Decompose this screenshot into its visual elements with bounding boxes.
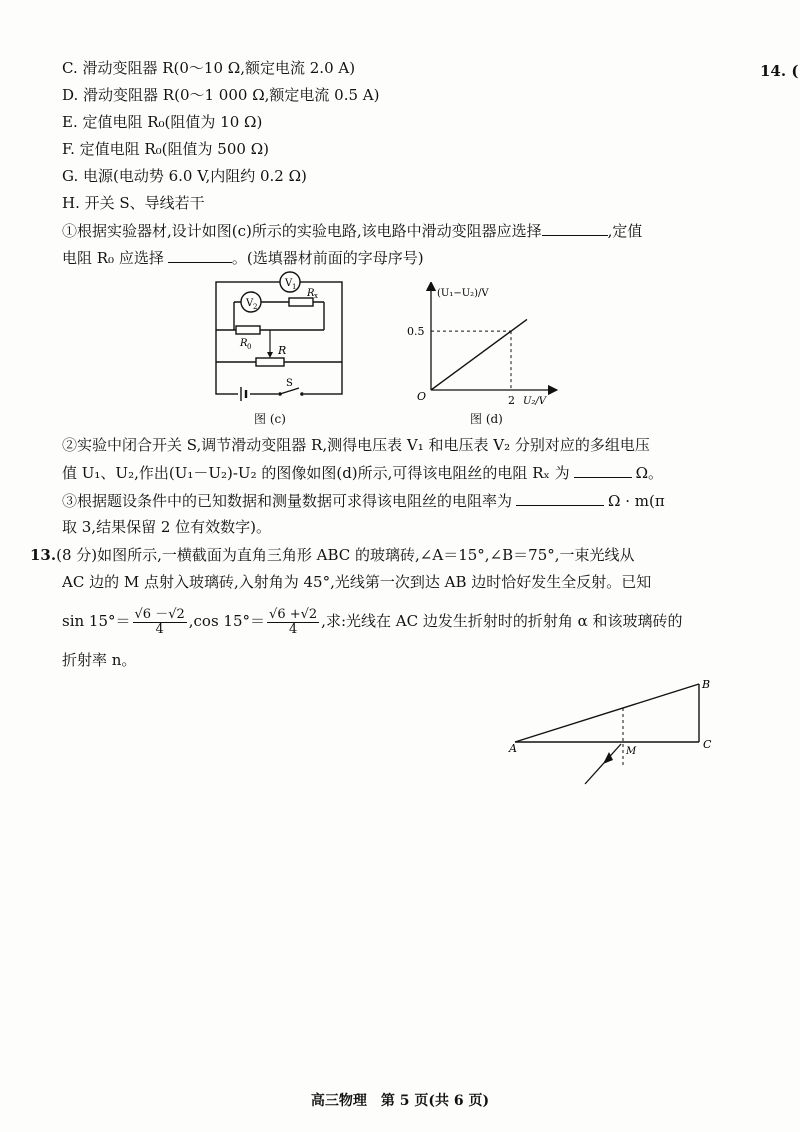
q13-text-l1: (8 分)如图所示,一横截面为直角三角形 ABC 的玻璃砖,∠A＝15°,∠B＝75°,一束光线从	[56, 546, 635, 564]
y-tick-label: 0.5	[407, 325, 425, 339]
resistor-rx-label: R	[307, 288, 315, 299]
q12-part1-text-b: ,定值	[607, 222, 643, 240]
q13-text-tail: ,求:光线在 AC 边发生折射时的折射角 α 和该玻璃砖的	[321, 612, 683, 630]
page-footer: 高三物理 第 5 页(共 6 页)	[310, 1093, 490, 1109]
q12-part1-line2	[62, 247, 424, 268]
q12-part1-line1	[62, 220, 642, 241]
answer-blank-resistivity[interactable]	[516, 490, 604, 506]
answer-blank-rheostat[interactable]	[542, 220, 608, 236]
q12-part3-line2: 取 3,结果保留 2 位有效数字)。	[62, 518, 272, 536]
vertex-a-label: A	[509, 742, 517, 755]
q12-part1-text-d: 。(选填器材前面的字母序号)	[231, 249, 424, 267]
triangle-abc-diagram	[505, 672, 725, 792]
resistor-r0-label: R	[240, 338, 248, 349]
option-g: G. 电源(电动势 6.0 V,内阻约 0.2 Ω)	[62, 167, 307, 185]
data-line	[431, 319, 527, 390]
x-tick-label: 2	[508, 394, 515, 407]
q12-part2-line1: ②实验中闭合开关 S,调节滑动变阻器 R,测得电压表 V₁ 和电压表 V₂ 分别对应的多组电压	[62, 436, 650, 454]
q12-part2-text-c: Ω。	[635, 464, 664, 482]
option-c: C. 滑动变阻器 R(0～10 Ω,额定电流 2.0 A)	[62, 59, 356, 77]
vertex-c-label: C	[703, 738, 712, 751]
cos-denominator: 4	[288, 621, 298, 637]
q13-line2: AC 边的 M 点射入玻璃砖,入射角为 45°,光线第一次到达 AB 边时恰好发生全反射。已知	[62, 573, 652, 591]
option-f: F. 定值电阻 R₀(阻值为 500 Ω)	[62, 140, 269, 158]
voltmeter-v1-sub: 1	[292, 283, 297, 291]
voltmeter-v2-sub: 2	[253, 303, 258, 311]
q13-cos-label: ,cos 15°＝	[188, 612, 266, 630]
voltmeter-v2-label: V	[246, 298, 254, 309]
sin-denominator: 4	[155, 621, 164, 637]
resistor-rx-sub: x	[314, 292, 318, 300]
q12-part1-text-a: ①根据实验器材,设计如图(c)所示的实验电路,该电路中滑动变阻器应选择	[62, 222, 542, 240]
option-d: D. 滑动变阻器 R(0～1 000 Ω,额定电流 0.5 A)	[62, 86, 380, 104]
resistor-r0-icon	[236, 326, 260, 334]
cos-fraction	[267, 608, 319, 637]
rheostat-icon	[256, 358, 284, 366]
q13-line1	[30, 545, 635, 565]
cos-numerator: √6 +√2	[269, 606, 318, 622]
resistor-r0-sub: 0	[247, 343, 252, 351]
q12-part3-line1	[62, 490, 665, 511]
figure-c-caption: 图 (c)	[254, 412, 286, 426]
circuit-diagram	[206, 270, 356, 415]
answer-blank-rx[interactable]	[574, 462, 632, 478]
sin-fraction	[133, 608, 187, 637]
figure-d-caption: 图 (d)	[470, 412, 503, 426]
x-axis-label: U₂/V	[523, 396, 547, 407]
side-ab	[515, 684, 699, 742]
option-h: H. 开关 S、导线若干	[62, 194, 205, 212]
q12-part3-text-a: ③根据题设条件中的已知数据和测量数据可求得该电阻丝的电阻率为	[62, 492, 513, 510]
origin-label: O	[417, 390, 427, 403]
rheostat-label: R	[278, 344, 287, 357]
q13-line3	[62, 604, 683, 638]
sin-numerator: √6 －√2	[134, 606, 185, 622]
q13-line4: 折射率 n。	[62, 651, 137, 669]
q13-sin-label: sin 15°＝	[62, 612, 131, 630]
q12-part2-text-b: 值 U₁、U₂,作出(U₁－U₂)-U₂ 的图像如图(d)所示,可得该电阻丝的电阻 Rₓ 为	[62, 464, 570, 482]
y-axis-label: (U₁−U₂)/V	[437, 288, 489, 299]
option-e: E. 定值电阻 R₀(阻值为 10 Ω)	[62, 113, 263, 131]
q12-part3-text-b: Ω · m(π	[608, 492, 665, 510]
answer-blank-fixed-resistor[interactable]	[168, 247, 232, 263]
question-13-number: 13.	[30, 546, 57, 564]
voltmeter-v1-label: V	[285, 278, 293, 289]
switch-label: S	[286, 378, 293, 389]
vertex-b-label: B	[702, 678, 711, 691]
circuit-outer-wire	[216, 282, 342, 394]
figure-d-graph	[405, 282, 565, 412]
resistor-rx-icon	[289, 298, 313, 306]
q12-part2-line2	[62, 462, 663, 483]
q12-part1-text-c: 电阻 R₀ 应选择	[62, 249, 164, 267]
margin-question-fragment: 14. (	[760, 62, 799, 80]
point-m-label: M	[626, 746, 637, 757]
